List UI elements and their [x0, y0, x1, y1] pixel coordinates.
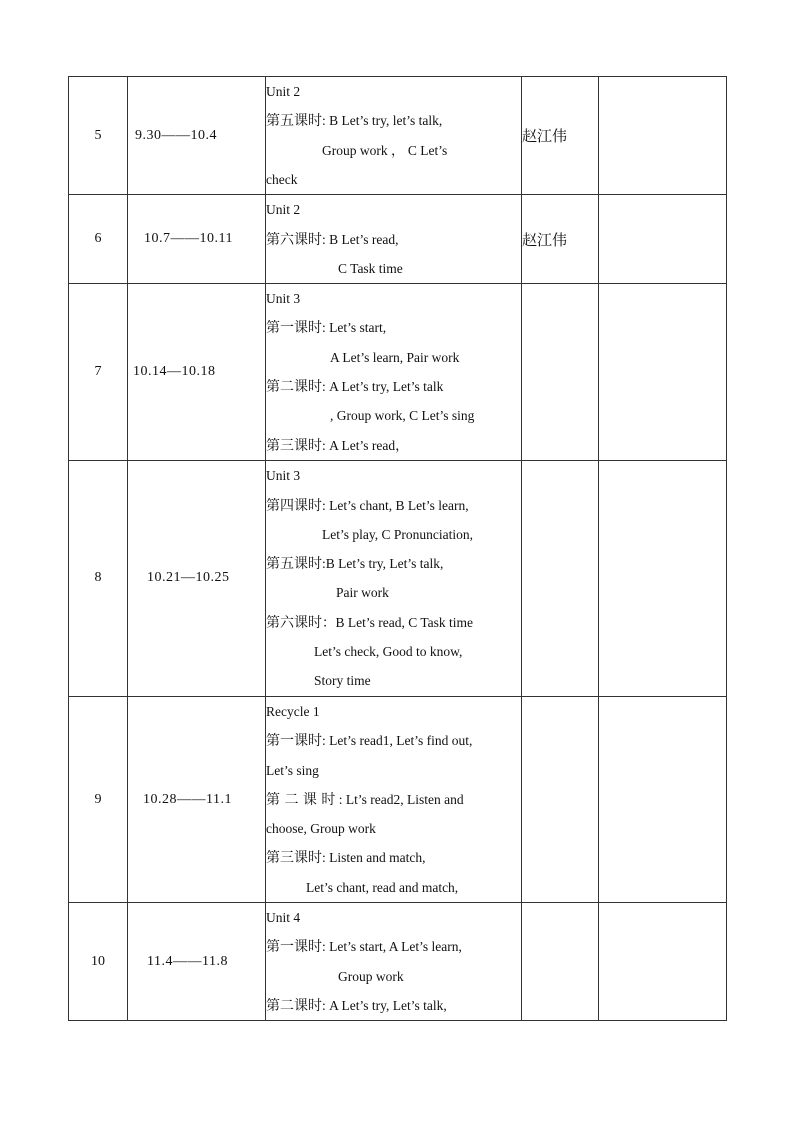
lesson-content [266, 77, 522, 195]
note-cell [599, 696, 727, 902]
lesson-text: : A Let’s try, Let’s talk, [322, 997, 447, 1013]
lesson-content [266, 696, 522, 902]
lesson-text: : Let’s start, [322, 320, 387, 336]
content-line [266, 932, 521, 961]
lesson-label: 第六课时 [266, 231, 322, 248]
week-number: 10 [69, 903, 128, 1021]
content-line: C Task time [338, 260, 403, 276]
lesson-content [266, 195, 522, 284]
content-line [266, 431, 521, 460]
lesson-text: : Let’s start, A Let’s learn, [322, 939, 462, 955]
teacher-name [522, 696, 599, 902]
note-cell [599, 195, 727, 284]
lesson-label: 第三课时 [266, 850, 322, 867]
content-line: Let’s sing [266, 762, 319, 778]
content-line [266, 549, 521, 578]
lesson-content [266, 284, 522, 461]
content-line [266, 843, 521, 872]
content-line: check [266, 171, 298, 187]
lesson-label: 第五课时 [266, 113, 322, 130]
lesson-text: : B Let’s read, [322, 231, 399, 247]
date-range: 10.28——11.1 [128, 696, 266, 902]
note-cell [599, 77, 727, 195]
lesson-text: : B Let’s try, let’s talk, [322, 113, 443, 129]
lesson-text: ：B Let’s read, C Task time [322, 614, 474, 630]
content-line: Let’s play, C Pronunciation, [322, 526, 473, 542]
lesson-text: :B Let’s try, Let’s talk, [322, 556, 444, 572]
lesson-label: 第一课时 [266, 733, 322, 750]
lesson-label: 第三课时 [266, 437, 322, 454]
teacher-name [522, 903, 599, 1021]
week-number: 8 [69, 460, 128, 696]
teacher-name: 赵江伟 [522, 195, 599, 284]
lesson-label: 第五课时 [266, 556, 322, 573]
teacher-name [522, 460, 599, 696]
lesson-text: : Lt’s read2, Listen and [335, 791, 464, 807]
week-number: 9 [69, 696, 128, 902]
content-line: choose, Group work [266, 821, 376, 837]
content-line [266, 991, 521, 1020]
lesson-text: : Let’s read1, Let’s find out, [322, 733, 473, 749]
content-line [266, 491, 521, 520]
lesson-label: 第二课时 [266, 379, 322, 396]
date-range: 9.30——10.4 [128, 77, 266, 195]
lesson-label: 第 二 课 时 [266, 791, 336, 808]
lesson-label: 第六课时 [266, 614, 322, 631]
content-line: Let’s check, Good to know, [314, 644, 463, 660]
lesson-content [266, 903, 522, 1021]
content-line: Unit 2 [266, 84, 301, 99]
note-cell [599, 284, 727, 461]
content-line: Unit 2 [266, 202, 301, 218]
table-row [69, 195, 727, 284]
date-range: 10.14—10.18 [128, 284, 266, 461]
week-number: 5 [69, 77, 128, 195]
lesson-text: : Listen and match, [322, 850, 426, 866]
content-line [266, 225, 521, 254]
content-line [266, 313, 521, 342]
lesson-text: : A Let’s read， [322, 437, 409, 453]
week-number: 6 [69, 195, 128, 284]
table-row [69, 460, 727, 696]
teacher-name [522, 284, 599, 461]
content-line: Let’s chant, read and match, [306, 879, 459, 895]
lesson-text: : A Let’s try, Let’s talk [322, 379, 444, 395]
content-line [266, 726, 521, 755]
lesson-text: : Let’s chant, B Let’s learn, [322, 497, 469, 513]
content-line [266, 372, 521, 401]
content-line: Unit 3 [266, 468, 301, 484]
content-line: Unit 4 [266, 910, 301, 926]
date-range: 11.4——11.8 [128, 903, 266, 1021]
lesson-content [266, 460, 522, 696]
content-line [266, 106, 521, 135]
week-number: 7 [69, 284, 128, 461]
content-line: A Let’s learn, Pair work [330, 349, 460, 365]
lesson-label: 第四课时 [266, 497, 322, 514]
content-line: Story time [314, 673, 371, 689]
schedule-table [68, 76, 727, 1021]
date-range: 10.21—10.25 [128, 460, 266, 696]
content-line: , Group work, C Let’s sing [330, 408, 475, 424]
lesson-label: 第一课时 [266, 320, 322, 337]
table-row [69, 903, 727, 1021]
date-range: 10.7——10.11 [128, 195, 266, 284]
note-cell [599, 460, 727, 696]
content-line: Recycle 1 [266, 703, 320, 719]
content-line [266, 785, 521, 814]
content-line: Unit 3 [266, 291, 301, 307]
content-line: Pair work [336, 585, 389, 601]
table-row [69, 77, 727, 195]
teacher-name: 赵江伟 [522, 77, 599, 195]
content-line: Group work ， C Let’s [322, 142, 448, 158]
content-line [266, 608, 521, 637]
note-cell [599, 903, 727, 1021]
table-row [69, 284, 727, 461]
table-row [69, 696, 727, 902]
content-line: Group work [338, 968, 404, 984]
lesson-label: 第一课时 [266, 939, 322, 956]
lesson-label: 第二课时 [266, 997, 322, 1014]
